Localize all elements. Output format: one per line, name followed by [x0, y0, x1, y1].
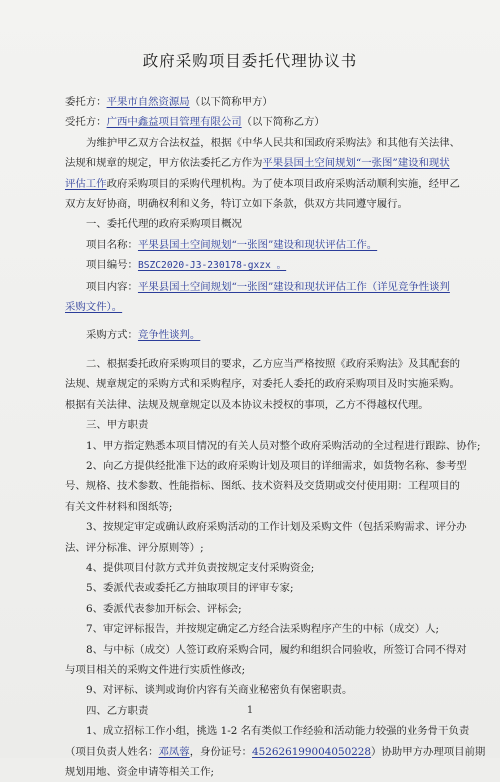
- project-content-line-2: [65, 297, 465, 317]
- party-b-note: （以下简称乙方）: [241, 116, 325, 129]
- method-value: 竞争性谈判。: [137, 329, 201, 342]
- party-b-duty-1-line-2: [65, 742, 486, 762]
- section-2-line-2: 法规、规章规定的采购方式和采购程序，对委托人委托的政府采购项目及时实施采购。: [65, 378, 460, 391]
- section-2-line-3: 根据有关法律、法规及规章规定以及本协议未授权的事项，乙方不得越权代理。: [65, 398, 429, 411]
- manager-id-number: 452626199004050228: [252, 745, 372, 758]
- section-2-line-1: 二、根据委托政府采购项目的要求，乙方应当严格按照《政府采购法》及其配套的: [86, 357, 461, 370]
- method-line: [65, 325, 465, 345]
- project-code-value: BSZC2020-J3-230178-gxzx 。: [137, 260, 287, 272]
- party-a-duty-2-line-2: 号、规格、技术参数、性能指标、图纸、技术资料及交货期或交付使用期：工程项目的: [65, 480, 460, 493]
- section-3-heading: 三、甲方职责: [86, 419, 149, 432]
- intro-project-name: 平果县国土空间规划“一张图”建设和现状: [262, 157, 450, 170]
- party-a-duty-3-line-1: 3、按规定审定或确认政府采购活动的工作计划及采购文件（包括采购需求、评分办: [86, 521, 467, 534]
- intro-text: 法规和规章的规定，甲方依法委托乙方作为: [65, 157, 263, 170]
- party-a-duty-2-line-3: 有关文件材料和图纸等;: [65, 500, 173, 513]
- party-b-label: 受托方：: [65, 116, 107, 129]
- manager-name: 邓凤蓉: [158, 745, 190, 758]
- id-label: ，身份证号：: [189, 745, 253, 758]
- project-content-value: 平果县国土空间规划“一张图”建设和现状评估工作（详见竞争性谈判: [137, 280, 450, 293]
- project-code-label: 项目编号：: [86, 259, 138, 272]
- intro-line-4: 双方友好协商，明确权利和义务，特订立如下条款，供双方共同遵守履行。: [65, 198, 408, 211]
- party-a-duty-2-line-1: 2、向乙方提供经批准下达的政府采购计划及项目的详细需求，如货物名称、参考型: [86, 459, 467, 472]
- party-b-line: [65, 112, 465, 132]
- section-1-heading: 一、委托代理的政府采购项目概况: [86, 218, 242, 231]
- party-a-duty-1: 1、甲方指定熟悉本项目情况的有关人员对整个政府采购活动的全过程进行跟踪、协作;: [86, 439, 481, 452]
- manager-label: （项目负责人姓名：: [65, 745, 159, 758]
- intro-line-1: 为维护甲乙双方合法权益，根据《中华人民共和国政府采购法》和其他有关法律、: [86, 136, 461, 149]
- project-content-label: 项目内容：: [86, 280, 138, 293]
- party-a-duty-6: 6、委派代表参加开标会、评标会;: [86, 602, 242, 615]
- document-body: [65, 92, 486, 782]
- party-a-duty-8-line-2: 与项目相关的采购文件进行实质性修改;: [65, 663, 246, 676]
- project-name-value: 平果县国土空间规划“一张图”建设和现状评估工作。: [137, 238, 378, 251]
- party-a-duty-8-line-1: 8、与中标（成交）人签订政府采购合同，履约和组织合同验收，所签订合同不得对: [86, 643, 467, 656]
- party-b-name: 广西中鑫益项目管理有限公司: [106, 116, 242, 129]
- intro-line-2: [65, 153, 465, 173]
- project-code-line: [65, 255, 465, 276]
- document-title: 政府采购项目委托代理协议书: [142, 52, 358, 70]
- party-a-name: 平果市自然资源局: [106, 96, 190, 108]
- party-a-duty-7: 7、审定评标报告，并按规定确定乙方经合法采购程序产生的中标（成交）人;: [86, 623, 439, 636]
- party-b-duty-1-line-3: 规划用地、资金申请等相关工作;: [65, 766, 214, 778]
- party-a-line: [65, 92, 465, 112]
- party-a-duty-9: 9、对评标、谈判或询价内容有关商业秘密负有保密职责。: [86, 684, 353, 697]
- page-number: 1: [246, 705, 254, 716]
- project-content-value-cont: 采购文件）。: [65, 301, 123, 314]
- manager-text-cont: ）协助甲方办理项目前期: [371, 745, 486, 758]
- party-a-note: （以下简称甲方）: [189, 96, 273, 108]
- method-label: 采购方式：: [86, 329, 138, 342]
- party-a-duty-3-line-2: 法、评分标准、评分原则等）;: [65, 541, 204, 554]
- project-content-line: [65, 277, 465, 297]
- party-a-duty-4: 4、提供项目付款方式并负责按规定支付采购资金;: [86, 561, 315, 574]
- intro-project-name-cont: 评估工作: [65, 177, 107, 190]
- party-b-duty-1-line-1: 1、成立招标工作小组，挑选 1-2 名有类似工作经验和活动能力较强的业务骨干负责: [86, 725, 470, 738]
- intro-line-3: [65, 174, 465, 194]
- intro-text-cont: 政府采购项目的采购代理机构。为了使本项目政府采购活动顺利实施，经甲乙: [106, 177, 460, 190]
- project-name-label: 项目名称：: [86, 238, 138, 251]
- project-name-line: [65, 235, 465, 255]
- party-a-duty-5: 5、委派代表或委托乙方抽取项目的评审专家;: [86, 582, 294, 595]
- party-a-label: 委托方：: [65, 96, 107, 108]
- section-4-heading: 四、乙方职责: [86, 704, 149, 717]
